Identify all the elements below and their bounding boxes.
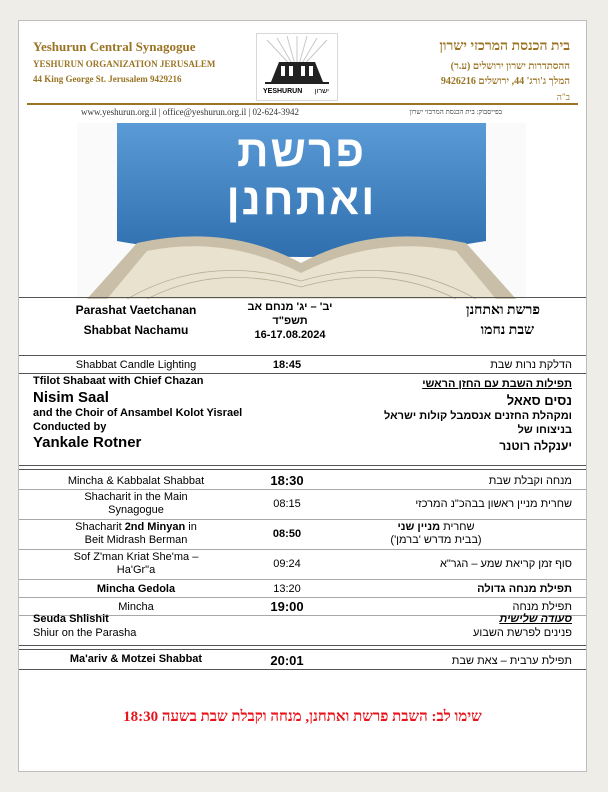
schedule-row-en: Ma'ariv & Motzei Shabbat (69, 653, 203, 665)
date-en: 16-17.08.2024 (254, 329, 326, 341)
banner-line-2: ואתחנן (226, 175, 377, 224)
banner-line-1: פרשת (236, 127, 367, 176)
candle-lighting-en: Shabbat Candle Lighting (75, 359, 197, 371)
yeshurun-logo (256, 33, 338, 101)
chazan-line-3-he: בניצוחו של (517, 424, 572, 436)
schedule-row-en: Mincha (118, 601, 154, 613)
address-he: המלך ג'ורג' 44, ירושלים 9426216 (440, 76, 570, 87)
schedule-row-he: תפילת ערבית – צאת שבת (451, 655, 572, 667)
chazan-line-2-he: ומקהלת החזנים אנסמבל קולות ישראל (384, 410, 572, 422)
candle-lighting-time: 18:45 (272, 359, 302, 371)
schedule-row-he: סוף זמן קריאת שמע – הגר"א (440, 558, 572, 570)
logo-text-en: YESHURUN (263, 88, 303, 95)
chazan-name-he: נסים סאאל (506, 393, 572, 408)
header-divider (27, 103, 578, 105)
conductor-name-en: Yankale Rotner (33, 434, 142, 451)
candle-lighting-he: הדלקת נרות שבת (490, 359, 572, 371)
bsd-mark: ב"ה (556, 92, 570, 102)
schedule-row-time: 20:01 (270, 653, 304, 668)
schedule-row-en: Sof Z'man Kriat She'ma – Ha'Gr"a (73, 551, 199, 576)
shiur-he: פנינים לפרשת השבוע (473, 627, 572, 639)
date-he: יב' – יג' מנחם אב (247, 301, 333, 313)
chazan-line-2-en: and the Choir of Ansambel Kolot Yisrael (33, 407, 243, 419)
logo-text-he: ישרון (314, 88, 329, 95)
shabbat-he: שבת נחמו (480, 323, 534, 338)
schedule-row-time: 19:00 (270, 599, 304, 614)
chazan-line-3-en: Conducted by (33, 421, 107, 433)
parasha-en: Parashat Vaetchanan (75, 303, 197, 317)
schedule-row-he: תפילת מנחה גדולה (477, 583, 572, 595)
shabbat-en: Shabbat Nachamu (83, 323, 189, 337)
contact-line: www.yeshurun.org.il | office@yeshurun.org.il | 02-624-3942 (81, 107, 300, 117)
org-sub-he: ההסתדרות ישרון ירושלים (ע.ר) (450, 61, 570, 72)
schedule-row-time: 08:50 (272, 528, 302, 540)
schedule-row-time: 13:20 (273, 583, 301, 595)
seuda-shlishit-en: Seuda Shlishit (33, 613, 109, 625)
schedule-row-en: Mincha & Kabbalat Shabbat (67, 475, 205, 487)
chazan-name-en: Nisim Saal (33, 389, 109, 406)
org-name-en: Yeshurun Central Synagogue (33, 39, 196, 54)
chazan-line-1-en: Tfilot Shabaat with Chief Chazan (33, 375, 204, 387)
schedule-row-time: 08:15 (273, 498, 301, 510)
schedule-row-time: 18:30 (270, 473, 304, 488)
schedule-row-he: שחרית מניין שני (בבית מדרש 'ברמן') (390, 521, 482, 546)
org-sub-en: YESHURUN ORGANIZATION JERUSALEM (33, 59, 216, 69)
announcement-page (18, 20, 587, 772)
schedule-row-he: מנחה וקבלת שבת (488, 475, 572, 487)
shiur-en: Shiur on the Parasha (33, 627, 137, 639)
notice-line: שימו לב: השבת פרשת ואתחנן, מנחה וקבלת שבת בשעה 18:30 (123, 709, 482, 725)
schedule-row-en: Shacharit in the Main Synagogue (84, 491, 188, 516)
parasha-he: פרשת ואתחנן (466, 303, 540, 318)
schedule-row-he: שחרית מניין ראשון בבהכ"נ המרכזי (415, 498, 572, 510)
schedule-row-en: Mincha Gedola (96, 583, 176, 595)
year-he: תשפ"ד (272, 315, 308, 327)
schedule-row-he: תפילת מנחה (512, 601, 572, 613)
address-en: 44 King George St. Jerusalem 9429216 (33, 74, 182, 84)
schedule-row-en: Shacharit 2nd Minyan in Beit Midrash Berman (75, 521, 197, 546)
seuda-shlishit-he: סעודה שלישית (499, 613, 572, 625)
conductor-name-he: יענקלה רוטנר (499, 439, 572, 453)
chazan-line-1-he: תפילות השבת עם החזן הראשי (422, 378, 572, 390)
parasha-banner (77, 123, 526, 299)
schedule-row-time: 09:24 (273, 558, 301, 570)
contact-line-he: בפייסבוק: בית הכנסת המרכזי ישרון (409, 108, 502, 116)
org-name-he: בית הכנסת המרכזי ישרון (439, 39, 570, 54)
